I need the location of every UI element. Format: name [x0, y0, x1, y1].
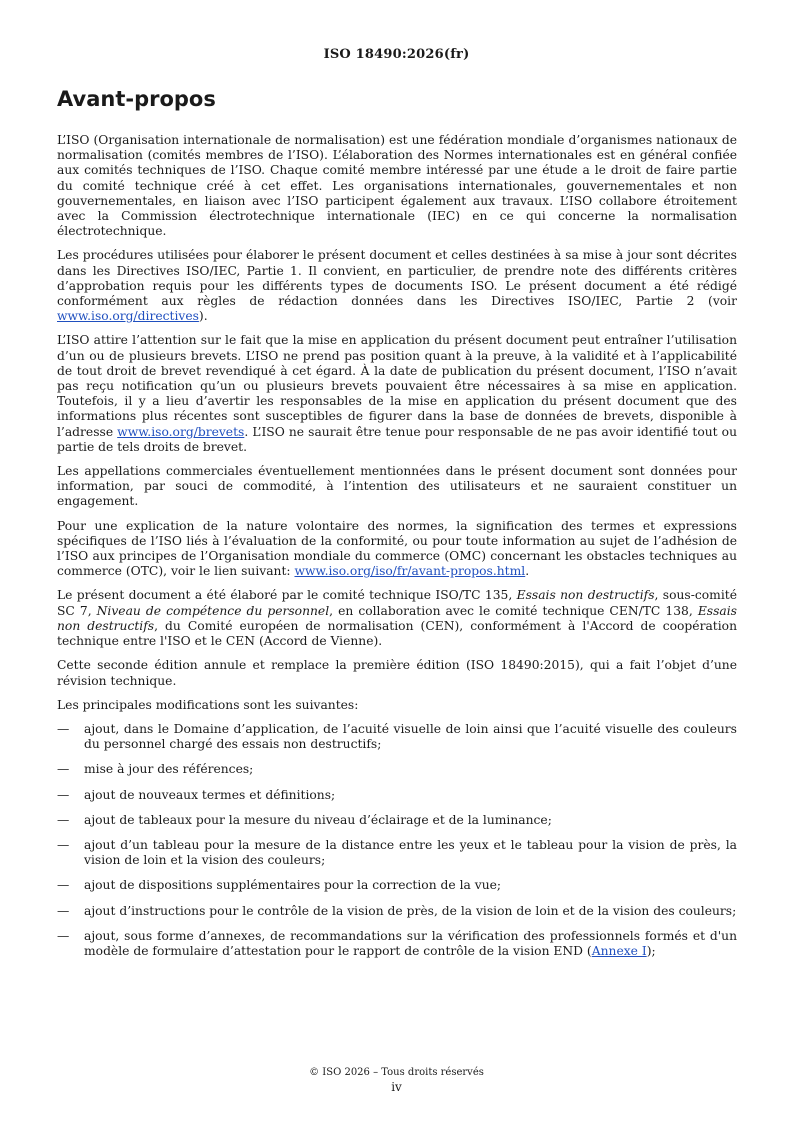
paragraph-text: Le présent document a été élaboré par le comité technique ISO/TC 135, [57, 588, 517, 603]
running-header: ISO 18490:2026(fr) [323, 47, 470, 62]
list-item [57, 929, 737, 959]
dash-bullet: — [57, 837, 70, 852]
list-item-text: ajout de dispositions supplémentaires pour la correction de la vue; [84, 878, 502, 893]
list-item [57, 838, 737, 868]
list-item [57, 722, 737, 752]
list-item-text: ajout de nouveaux termes et définitions; [84, 787, 336, 802]
list-item-text: ajout d’un tableau pour la mesure de la distance entre les yeux et le tableau pour la vision de près, la vision de loin et la vision des couleurs; [84, 837, 737, 868]
paragraph-edition: Cette seconde édition annule et remplace la première édition (ISO 18490:2015), qui a fait l’objet d’une révision technique. [57, 658, 737, 688]
foreword-section [57, 86, 737, 969]
foreword-link[interactable]: www.iso.org/iso/fr/avant-propos.html [294, 564, 526, 579]
paragraph-voluntary-nature [57, 519, 737, 580]
dash-bullet: — [57, 721, 70, 736]
paragraph-changes-intro: Les principales modifications sont les suivantes: [57, 697, 359, 712]
list-item [57, 762, 737, 777]
list-item-text: ajout, dans le Domaine d’application, de l’acuité visuelle de loin ainsi que l’acuité visuelle des couleurs du personnel chargé des essais non destructifs; [84, 721, 737, 752]
paragraph-text: ). [198, 309, 208, 324]
paragraph-text: L’ISO attire l’attention sur le fait que la mise en application du présent document peut entraîner l’utilisation d’un ou de plusieurs brevets. L’ISO ne prend pas position quant à la preuve, à la validité et à l’applicabilité de tout droit de brevet revendiqué à cet égard. À la date de publication du présent document, l’ISO n’avait pas reçu notification qu’un ou plusieurs brevets pouvaient être nécessaires à sa mise en application. Toutefois, il y a lieu d’avertir les responsables de la mise en application du présent document que des informations plus récentes sont susceptibles de figurer dans la base de données de brevets, disponible à l’adresse [57, 333, 737, 439]
paragraph-patents [57, 333, 737, 455]
paragraph-trade-names: Les appellations commerciales éventuellement mentionnées dans le présent document sont données pour information, par souci de commodité, à l’intention des utilisateurs et ne sauraient constituer un engagement. [57, 464, 737, 509]
dash-bullet: — [57, 787, 70, 802]
list-item-text: ajout d’instructions pour le contrôle de la vision de près, de la vision de loin et de la vision des couleurs; [84, 903, 737, 918]
subcommittee-title-italic: Niveau de compétence du personnel [96, 603, 330, 618]
list-item-text: ); [646, 943, 656, 958]
paragraph-procedures [57, 248, 737, 324]
dash-bullet: — [57, 762, 70, 777]
dash-bullet: — [57, 878, 70, 893]
paragraph-iso-intro: L’ISO (Organisation internationale de normalisation) est une fédération mondiale d’organismes nationaux de normalisation (comités membres de l’ISO). L’élaboration des Normes internationales est en général confiée aux comités techniques de l’ISO. Chaque comité membre intéressé par une étude a le droit de faire partie du comité technique créé à cet effet. Les organisations internationales, gouvernementales et non gouvernementales, en liaison avec l’ISO participent également aux travaux. L’ISO collabore étroitement avec la Commission électrotechnique internationale (IEC) en ce qui concerne la normalisation électrotechnique. [57, 133, 737, 239]
changes-list [57, 722, 737, 959]
paragraph-text: , en collaboration avec le comité technique CEN/TC 138, [329, 603, 698, 618]
page-footer [0, 1066, 793, 1094]
directives-link[interactable]: www.iso.org/directives [57, 309, 199, 324]
page-number: iv [391, 1080, 402, 1094]
list-item [57, 788, 737, 803]
cen-committee-title-italic: Essais non destructifs [57, 603, 737, 633]
list-item-text: ajout, sous forme d’annexes, de recommandations sur la vérification des professionnels formés et d'un modèle de formulaire d’attestation pour le rapport de contrôle de la vision END ( [84, 928, 737, 958]
paragraph-text: . L’ISO ne saurait être tenue pour responsable de ne pas avoir identifié tout ou partie de tels droits de brevet. [57, 424, 737, 454]
paragraph-text: Pour une explication de la nature volontaire des normes, la signification des termes et expressions spécifiques de l’ISO liés à l’évaluation de la conformité, ou pour toute information au sujet de l’adhésion de l’ISO aux principes de l’Organisation mondiale du commerce (OMC) concernant les obstacles techniques au commerce (OTC), voir le lien suivant: [57, 518, 737, 579]
paragraph-committee [57, 588, 737, 649]
list-item [57, 813, 737, 828]
patents-link[interactable]: www.iso.org/brevets [117, 424, 245, 439]
list-item-text: ajout de tableaux pour la mesure du niveau d’éclairage et de la luminance; [84, 812, 552, 827]
list-item [57, 904, 737, 919]
dash-bullet: — [57, 812, 70, 827]
dash-bullet: — [57, 928, 70, 943]
copyright-notice: © ISO 2026 – Tous droits réservés [309, 1067, 484, 1078]
list-item [57, 878, 737, 893]
list-item-text: mise à jour des références; [84, 762, 254, 777]
paragraph-text: . [525, 564, 530, 579]
annex-i-link[interactable]: Annexe I [591, 943, 647, 958]
paragraph-text: Les procédures utilisées pour élaborer le présent document et celles destinées à sa mise à jour sont décrites dans les Directives ISO/IEC, Partie 1. Il convient, en particulier, de prendre note des différents critères d’approbation requis pour les différents types de documents ISO. Le présent document a été rédigé conformément aux règles de rédaction données dans les Directives ISO/IEC, Partie 2 (voir [57, 248, 737, 309]
page-title: Avant-propos [57, 87, 216, 111]
committee-title-italic: Essais non destructifs [516, 588, 655, 603]
dash-bullet: — [57, 903, 70, 918]
paragraph-text: , du Comité européen de normalisation (CEN), conformément à l'Accord de coopération technique entre l'ISO et le CEN (Accord de Vienne). [57, 618, 737, 649]
paragraph-text: , sous-comité SC 7, [57, 588, 737, 618]
